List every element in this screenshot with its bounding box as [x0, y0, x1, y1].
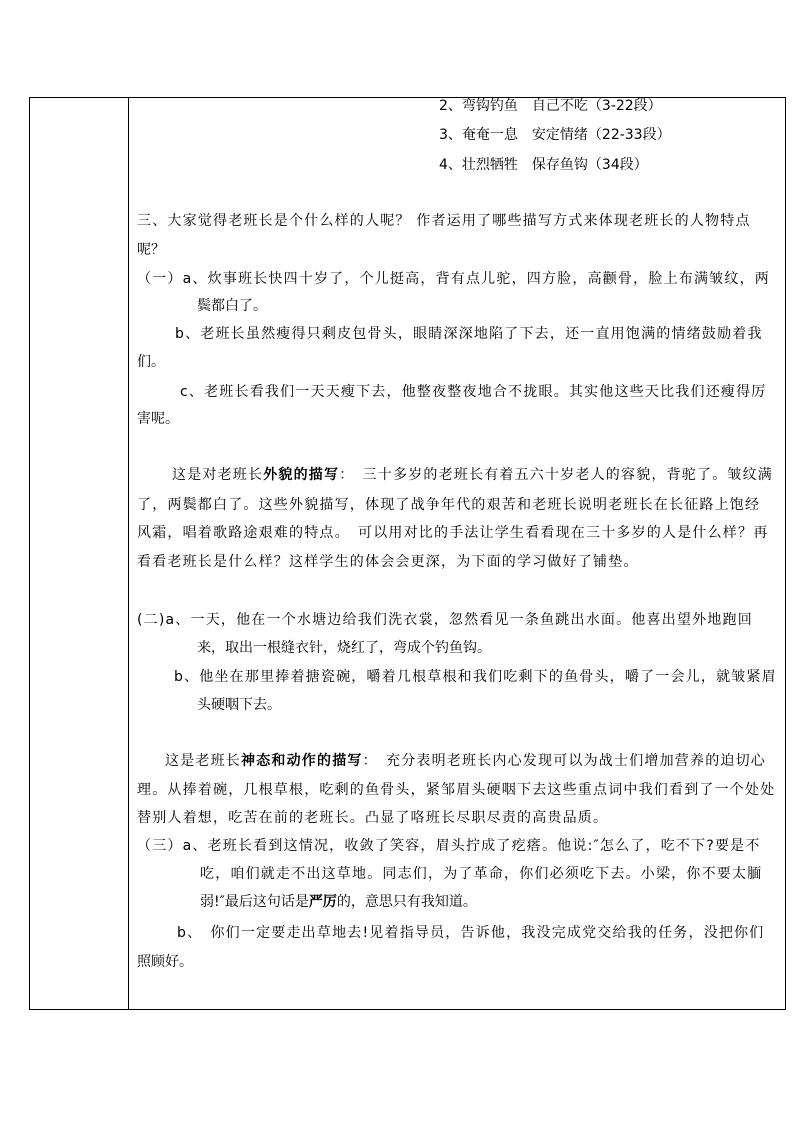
part2-a-line: (二)a、一天，他在一个水塘边给我们洗衣裳，忽然看见一条鱼跳出水面。他喜出望外地跑回 [137, 612, 753, 628]
part1-c-line: 害呢。 [137, 411, 179, 427]
part1-a-line: 鬓都白了。 [197, 298, 267, 314]
bold-term: 神态和动作的描写 [241, 753, 363, 769]
part3-a-line: 弱!″最后这句话是严厉的，意思只有我知道。 [200, 894, 477, 910]
part3-b-line: b、 你们一定要走出草地去!见着指导员，告诉他，我没完成党交给我的任务，没把你们 [177, 925, 765, 941]
part3-a-line: （三）a、老班长看到这情况，收敛了笑容，眉头拧成了疙瘩。他说:″怎么了，吃不下?要是不 [137, 838, 761, 854]
part2-a-line: 来，取出一根缝衣针，烧红了，弯成个钓鱼钩。 [197, 640, 491, 656]
outline-item-2: 2、弯钩钓鱼 自己不吃（3-22段） [439, 98, 662, 114]
analysis1-line: 风霜，唱着歌路途艰难的特点。 可以用对比的手法让学生看看现在三十多岁的人是什么样？再 [137, 525, 769, 541]
analysis1-line: 看看老班长是什么样？这样学生的体会会更深，为下面的学习做好了铺垫。 [137, 554, 639, 570]
bold-term: 外貌的描写 [263, 467, 340, 483]
part1-c-line: c、老班长看我们一天天瘦下去，他整夜整夜地合不拢眼。其实他这些天比我们还瘦得厉 [180, 384, 767, 400]
analysis2-line: 理。从捧着碗，几根草根，吃剩的鱼骨头，紧邹眉头硬咽下去这些重点词中我们看到了一个处处 [137, 782, 776, 798]
part2-b-line: 头硬咽下去。 [197, 697, 281, 713]
part1-b-line: b、老班长虽然瘦得只剩皮包骨头，眼睛深深地陷了下去，还一直用饱满的情绪鼓励着我 [175, 326, 763, 342]
part1-b-line: 们。 [137, 354, 165, 370]
analysis1-line: 了，两鬓都白了。这些外貌描写，体现了战争年代的艰苦和老班长说明老班长在长征路上饱经 [137, 497, 761, 513]
question-line: 呢？ [137, 242, 165, 258]
analysis2-line: 这是老班长神态和动作的描写： 充分表明老班长内心发现可以为战士们增加营养的迫切心 [165, 753, 767, 769]
part2-b-line: b、他坐在那里捧着搪瓷碗，嚼着几根草根和我们吃剩下的鱼骨头，嚼了一会儿，就皱紧眉 [174, 669, 777, 685]
bold-term: 严厉 [308, 894, 337, 910]
outline-item-4: 4、壮烈牺牲 保存鱼钩（34段） [439, 157, 648, 173]
column-divider [128, 98, 129, 1009]
analysis2-line: 替别人着想，吃苦在前的老班长。凸显了咯班长尽职尽责的高贵品质。 [137, 810, 609, 826]
outline-item-3: 3、奄奄一息 安定情绪（22-33段） [439, 127, 671, 143]
analysis1-line: 这是对老班长外貌的描写： 三十多岁的老班长有着五六十岁老人的容貌，背驼了。皱纹满 [172, 467, 774, 483]
part3-a-line: 吃，咱们就走不出这草地。同志们，为了革命，你们必须吃下去。小梁，你不要太腼 [200, 866, 763, 882]
part3-b-line: 照顾好。 [137, 954, 193, 970]
part1-a-line: （一）a、炊事班长快四十岁了，个儿挺高，背有点儿驼，四方脸，高颧骨，脸上布满皱纹，两 [137, 271, 770, 287]
question-line: 三、大家觉得老班长是个什么样的人呢？ 作者运用了哪些描写方式来体现老班长的人物特点 [137, 213, 751, 229]
